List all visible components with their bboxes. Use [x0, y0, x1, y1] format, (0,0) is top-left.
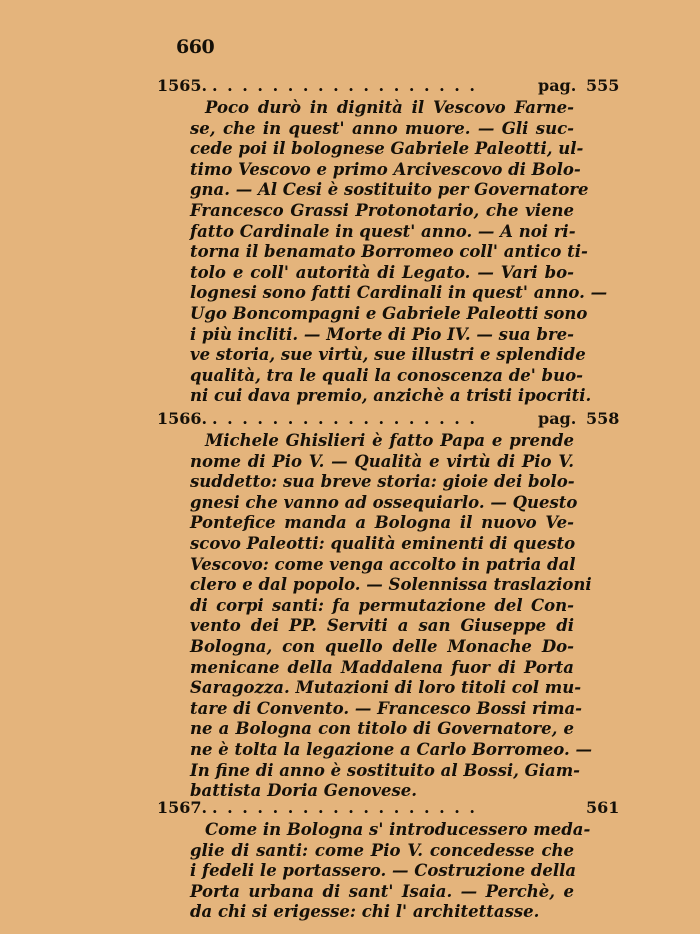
- entry-header: [0, 76, 700, 100]
- summary-line: scovo Paleotti: qualità eminenti di questo: [190, 534, 576, 553]
- summary-line: gna. — Al Cesi è sostituito per Governatore: [190, 180, 589, 200]
- summary-line: i più incliti. — Morte di Pio IV. — sua bre-: [190, 324, 574, 344]
- summary-line: ne è tolta la legazione a Carlo Borromeo. —: [190, 740, 592, 759]
- summary-line: Poco durò in dignità il Vescovo Farne-: [205, 98, 574, 117]
- page-reference: 555: [586, 76, 620, 95]
- summary-line: tolo e coll' autorità di Legato. — Vari bo-: [190, 262, 574, 282]
- summary-line: cede poi il bolognese Gabriele Paleotti, ul-: [190, 139, 584, 159]
- leader-dots: . . . . . . . . . . . . . . . . . .: [212, 76, 477, 95]
- summary-line: Vescovo: come venga accolto in patria dal: [190, 554, 576, 574]
- summary-line: qualità, tra le quali la conoscenza de' buo-: [190, 365, 583, 385]
- entry-header: [0, 409, 700, 433]
- summary-line: Bologna, con quello delle Monache Do-: [190, 637, 574, 656]
- summary-line: Come in Bologna s' introducessero meda-: [205, 820, 591, 839]
- page-reference: 561: [586, 798, 620, 817]
- summary-line: Ugo Boncompagni e Gabriele Paleotti sono: [190, 304, 588, 323]
- summary-line: Porta urbana di sant' Isaia. — Perchè, e: [190, 881, 574, 901]
- summary-line: glie di santi: come Pio V. concedesse che: [190, 840, 574, 860]
- summary-line: Francesco Grassi Protonotario, che viene: [190, 201, 574, 220]
- summary-line: tare di Convento. — Francesco Bossi rima-: [190, 698, 583, 718]
- entry-year: 1565.: [157, 76, 208, 95]
- summary-line: torna il benamato Borromeo coll' antico ti-: [190, 242, 588, 262]
- summary-line: vento dei PP. Serviti a san Giuseppe di: [190, 616, 574, 636]
- page-label: pag.: [538, 409, 577, 428]
- summary-line: ni cui dava premio, anzichè a tristi ipocriti.: [190, 386, 592, 406]
- summary-line: nome di Pio V. — Qualità e virtù di Pio V.: [190, 451, 574, 471]
- summary-line: In fine di anno è sostituito al Bossi, Giam-: [190, 760, 580, 780]
- summary-line: clero e dal popolo. — Solennissa traslazioni: [190, 575, 592, 595]
- page-label: pag.: [538, 76, 577, 95]
- summary-line: suddetto: sua breve storia: gioie dei bolo-: [190, 472, 575, 492]
- summary-line: di corpi santi: fa permutazione del Con-: [190, 595, 574, 615]
- summary-line: Michele Ghislieri è fatto Papa e prende: [205, 431, 574, 450]
- summary-line: i fedeli le portassero. — Costruzione della: [190, 861, 577, 881]
- leader-dots: . . . . . . . . . . . . . . . . . .: [212, 798, 477, 817]
- summary-line: menicane della Maddalena fuor di Porta: [190, 657, 574, 677]
- summary-line: se, che in quest' anno muore. — Gli suc-: [190, 118, 574, 138]
- summary-line: fatto Cardinale in quest' anno. — A noi ri-: [190, 221, 576, 241]
- summary-line: Pontefice manda a Bologna il nuovo Ve-: [190, 513, 574, 533]
- summary-line: ve storia, sue virtù, sue illustri e splendide: [190, 345, 586, 365]
- page-reference: 558: [586, 409, 620, 428]
- summary-line: lognesi sono fatti Cardinali in quest' anno. —: [190, 283, 608, 303]
- summary-line: timo Vescovo e primo Arcivescovo di Bolo-: [190, 159, 581, 179]
- summary-line: ne a Bologna con titolo di Governatore, e: [190, 719, 574, 739]
- page-number: 660: [176, 36, 215, 58]
- summary-line: da chi si erigesse: chi l' architettasse.: [190, 902, 540, 922]
- summary-line: Saragozza. Mutazioni di loro titoli col mu-: [190, 678, 582, 698]
- summary-line: battista Doria Genovese.: [190, 781, 418, 801]
- leader-dots: . . . . . . . . . . . . . . . . . .: [212, 409, 477, 428]
- entry-year: 1567.: [157, 798, 208, 817]
- entry-year: 1566.: [157, 409, 208, 428]
- entry-header: [0, 798, 700, 822]
- summary-line: gnesi che vanno ad ossequiarlo. — Questo: [190, 492, 578, 512]
